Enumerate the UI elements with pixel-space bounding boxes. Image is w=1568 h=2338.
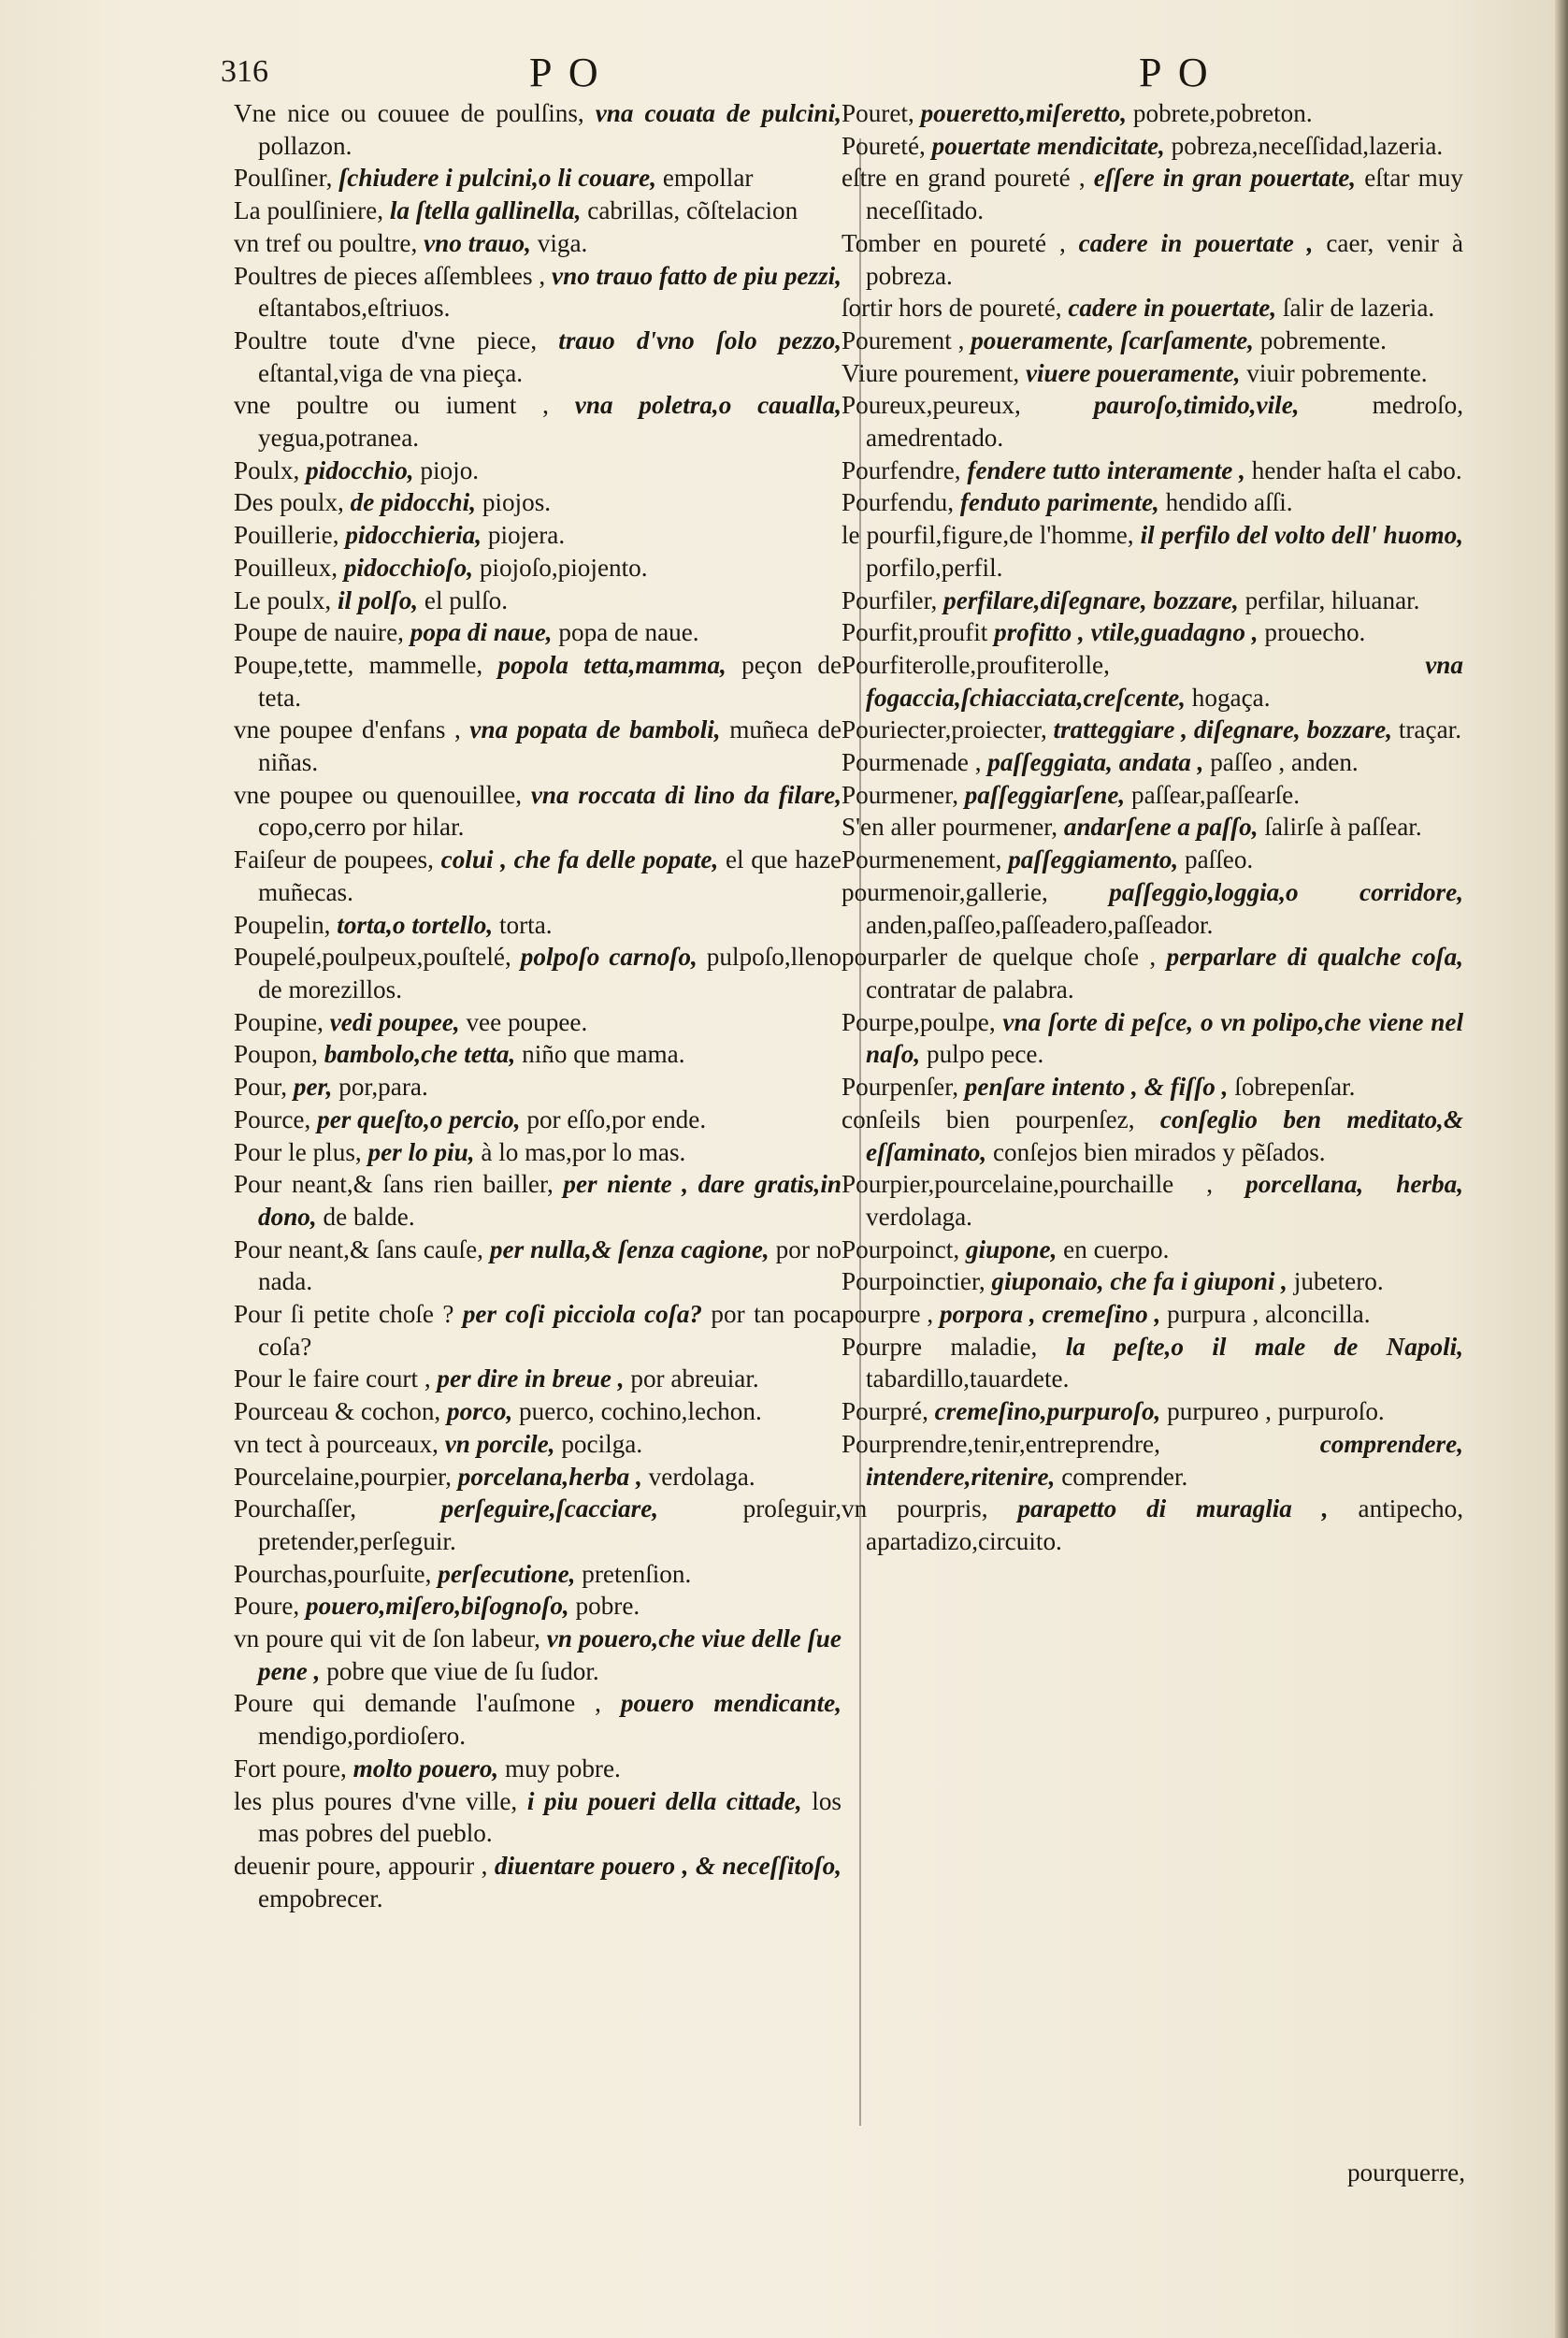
italian-gloss: eſſere in gran pouertate, bbox=[1093, 164, 1357, 193]
italian-gloss: poueramente, ſcarſamente, bbox=[971, 325, 1254, 354]
french-headword: Poultres de pieces aſſemblees , bbox=[234, 261, 546, 290]
italian-gloss: per lo piu, bbox=[367, 1137, 475, 1166]
italian-gloss: paſſeggiata, andata , bbox=[987, 748, 1204, 777]
italian-gloss: vna roccata di lino da filare, bbox=[530, 780, 842, 809]
french-headword: Poultre toute d'vne piece, bbox=[234, 325, 538, 354]
italian-gloss: giuponaio, che fa i giuponi , bbox=[991, 1267, 1287, 1296]
dictionary-entry bbox=[842, 876, 1463, 941]
spanish-gloss: hender haſta el cabo. bbox=[1251, 455, 1462, 484]
spanish-gloss: pocilga. bbox=[561, 1429, 643, 1458]
spanish-gloss: pobre que viue de ſu ſudor. bbox=[326, 1656, 599, 1685]
dictionary-entry bbox=[234, 325, 842, 389]
italian-gloss: pauroſo,timido,vile, bbox=[1093, 391, 1300, 420]
italian-gloss: fendere tutto interamente , bbox=[967, 455, 1245, 484]
french-headword: ſortir hors de poureté, bbox=[842, 294, 1062, 323]
dictionary-entry bbox=[842, 1104, 1463, 1168]
italian-gloss: vedi poupee, bbox=[329, 1007, 460, 1036]
french-headword: Poulſiner, bbox=[234, 164, 333, 193]
left-column bbox=[234, 97, 842, 1914]
french-headword: vn pourpris, bbox=[842, 1494, 988, 1523]
italian-gloss: pidocchioſo, bbox=[343, 553, 474, 582]
spanish-gloss: contratar de palabra. bbox=[866, 974, 1074, 1003]
spanish-gloss: purpura , alconcilla. bbox=[1167, 1300, 1371, 1329]
spanish-gloss: verdolaga. bbox=[866, 1202, 972, 1231]
italian-gloss: conſeglio ben meditato,& eſſaminato, bbox=[866, 1104, 1463, 1166]
dictionary-entry bbox=[842, 1395, 1463, 1428]
french-headword: Pour le faire court , bbox=[234, 1364, 431, 1393]
dictionary-entry bbox=[234, 1071, 842, 1104]
spanish-gloss: comprender. bbox=[1061, 1462, 1188, 1491]
italian-gloss: pouero,miſero,biſognoſo, bbox=[306, 1592, 569, 1621]
dictionary-entry bbox=[234, 195, 842, 227]
dictionary-entry bbox=[842, 616, 1463, 649]
spanish-gloss: hogaça. bbox=[1191, 683, 1271, 712]
page-edge-shadow bbox=[1555, 0, 1568, 2338]
dictionary-entry bbox=[234, 519, 842, 552]
running-head-right: P O bbox=[1139, 50, 1212, 95]
dictionary-entry bbox=[842, 1234, 1463, 1266]
dictionary-entry bbox=[234, 1038, 842, 1071]
french-headword: vn tect à pourceaux, bbox=[234, 1429, 439, 1458]
spanish-gloss: hendido aſſi. bbox=[1165, 488, 1293, 517]
italian-gloss: la ſtella gallinella, bbox=[389, 196, 582, 225]
catchword: pourquerre, bbox=[1346, 2158, 1465, 2186]
italian-gloss: vna ſorte di peſce, o vn polipo,che viene nel naſo, bbox=[866, 1007, 1463, 1069]
dictionary-entry bbox=[234, 455, 842, 487]
dictionary-entry bbox=[842, 1493, 1463, 1557]
dictionary-entry bbox=[234, 1623, 842, 1687]
spanish-gloss: popa de naue. bbox=[558, 618, 699, 647]
dictionary-entry bbox=[234, 1298, 842, 1363]
spanish-gloss: purpureo , purpuroſo. bbox=[1167, 1397, 1385, 1426]
spanish-gloss: paſſear,paſſearſe. bbox=[1130, 780, 1301, 809]
spanish-gloss: eſtantal,viga de vna pieça. bbox=[258, 358, 524, 387]
spanish-gloss: pobremente. bbox=[1259, 325, 1387, 354]
italian-gloss: bambolo,che tetta, bbox=[324, 1040, 516, 1069]
dictionary-entry bbox=[842, 130, 1463, 163]
french-headword: Pourpenſer, bbox=[842, 1073, 958, 1102]
spanish-gloss: viuir pobremente. bbox=[1246, 358, 1428, 387]
french-headword: Des poulx, bbox=[234, 488, 344, 517]
french-headword: Poupe,tette, mammelle, bbox=[234, 650, 483, 679]
spanish-gloss: paſſeo. bbox=[1184, 845, 1254, 874]
spanish-gloss: prouecho. bbox=[1264, 618, 1366, 647]
spanish-gloss: por eſſo,por ende. bbox=[526, 1104, 707, 1133]
italian-gloss: per niente , dare gratis,in dono, bbox=[258, 1170, 842, 1231]
french-headword: eſtre en grand poureté , bbox=[842, 164, 1086, 193]
dictionary-entry bbox=[234, 1363, 842, 1395]
spanish-gloss: muy pobre. bbox=[505, 1754, 621, 1782]
spanish-gloss: paſſeo , anden. bbox=[1210, 748, 1359, 777]
spanish-gloss: por tan poca coſa? bbox=[258, 1300, 842, 1361]
italian-gloss: vna couata de pulcini, bbox=[595, 99, 842, 127]
italian-gloss: vna popata de bamboli, bbox=[469, 715, 721, 744]
french-headword: Pourchas,pourſuite, bbox=[234, 1559, 432, 1588]
french-headword: Pouriecter,proiecter, bbox=[842, 715, 1047, 744]
french-headword: vne poupee d'enfans , bbox=[234, 715, 461, 744]
dictionary-entry bbox=[234, 1850, 842, 1914]
spanish-gloss: el pulſo. bbox=[424, 585, 508, 614]
italian-gloss: trauo d'vno ſolo pezzo, bbox=[558, 325, 842, 354]
french-headword: les plus poures d'vne ville, bbox=[234, 1786, 518, 1815]
spanish-gloss: antipecho, apartadizo,circuito. bbox=[866, 1494, 1464, 1555]
italian-gloss: vno trauo fatto de piu pezzi, bbox=[552, 261, 842, 290]
dictionary-entry bbox=[842, 584, 1463, 617]
dictionary-entry bbox=[234, 1461, 842, 1494]
dictionary-entry bbox=[234, 649, 842, 714]
dictionary-entry bbox=[842, 844, 1463, 876]
french-headword: Poupelé,poulpeux,pouſtelé, bbox=[234, 943, 511, 972]
italian-gloss: per nulla,& ſenza cagione, bbox=[489, 1234, 770, 1263]
italian-gloss: cadere in pouertate, bbox=[1068, 294, 1277, 323]
dictionary-entry bbox=[842, 1168, 1463, 1233]
italian-gloss: pouertate mendicitate, bbox=[931, 131, 1165, 160]
dictionary-entry bbox=[234, 1753, 842, 1785]
dictionary-entry bbox=[234, 486, 842, 519]
french-headword: Vne nice ou couuee de poulſins, bbox=[234, 99, 584, 127]
dictionary-entry bbox=[234, 941, 842, 1005]
french-headword: Poupelin, bbox=[234, 910, 331, 939]
dictionary-entry bbox=[234, 616, 842, 649]
spanish-gloss: empobrecer. bbox=[258, 1883, 383, 1912]
italian-gloss: porco, bbox=[447, 1397, 513, 1426]
dictionary-entry bbox=[842, 779, 1463, 812]
dictionary-entry bbox=[234, 1168, 842, 1233]
french-headword: Pourpre maladie, bbox=[842, 1332, 1038, 1361]
french-headword: Pourpré, bbox=[842, 1397, 928, 1426]
dictionary-entry bbox=[234, 1395, 842, 1428]
italian-gloss: fenduto parimente, bbox=[959, 488, 1159, 517]
italian-gloss: popa di naue, bbox=[410, 618, 553, 647]
italian-gloss: cremeſino,purpuroſo, bbox=[934, 1397, 1161, 1426]
french-headword: La poulſiniere, bbox=[234, 196, 384, 225]
italian-gloss: molto pouero, bbox=[352, 1754, 499, 1782]
italian-gloss: per, bbox=[293, 1073, 333, 1102]
spanish-gloss: pobre. bbox=[575, 1592, 640, 1621]
french-headword: Poupon, bbox=[234, 1040, 318, 1069]
french-headword: Pourpoinct, bbox=[842, 1234, 960, 1263]
italian-gloss: porpora , cremeſino , bbox=[939, 1300, 1161, 1329]
spanish-gloss: los mas pobres del pueblo. bbox=[258, 1786, 842, 1848]
dictionary-entry bbox=[842, 811, 1463, 844]
spanish-gloss: pobrete,pobreton. bbox=[1132, 99, 1313, 127]
italian-gloss: porcellana, herba, bbox=[1245, 1170, 1463, 1199]
french-headword: pourpre , bbox=[842, 1300, 934, 1329]
spanish-gloss: piojoſo,piojento. bbox=[479, 553, 648, 582]
spanish-gloss: proſeguir, pretender,perſeguir. bbox=[258, 1494, 842, 1555]
spanish-gloss: vee poupee. bbox=[466, 1007, 588, 1036]
spanish-gloss: cabrillas, cõſtelacion bbox=[587, 196, 798, 225]
french-headword: Pourmenement, bbox=[842, 845, 1002, 874]
dictionary-entry bbox=[842, 519, 1463, 584]
italian-gloss: per queſto,o percio, bbox=[317, 1104, 521, 1133]
french-headword: Pour ſi petite choſe ? bbox=[234, 1300, 454, 1329]
spanish-gloss: jubetero. bbox=[1293, 1267, 1384, 1296]
dictionary-entry bbox=[234, 389, 842, 454]
italian-gloss: torta,o tortello, bbox=[337, 910, 494, 939]
spanish-gloss: por abreuiar. bbox=[630, 1364, 759, 1393]
italian-gloss: perſeguire,ſcacciare, bbox=[440, 1494, 659, 1523]
italian-gloss: parapetto di muraglia , bbox=[1017, 1494, 1329, 1523]
dictionary-entry bbox=[234, 844, 842, 908]
dictionary-entry bbox=[234, 1493, 842, 1557]
italian-gloss: paſſeggiarſene, bbox=[964, 780, 1126, 809]
italian-gloss: paſſeggiamento, bbox=[1008, 845, 1179, 874]
page-header bbox=[0, 49, 1568, 105]
french-headword: Pourfiterolle,proufiterolle, bbox=[842, 650, 1110, 679]
french-headword: Pourcelaine,pourpier, bbox=[234, 1462, 452, 1491]
dictionary-entry bbox=[842, 649, 1463, 714]
dictionary-entry bbox=[842, 1298, 1463, 1331]
italian-gloss: perfilare,diſegnare, bozzare, bbox=[943, 585, 1239, 614]
spanish-gloss: à lo mas,por lo mas. bbox=[481, 1137, 686, 1166]
french-headword: vn poure qui vit de ſon labeur, bbox=[234, 1624, 540, 1653]
spanish-gloss: ſobrepenſar. bbox=[1234, 1073, 1356, 1102]
italian-gloss: viuere poueramente, bbox=[1025, 358, 1241, 387]
spanish-gloss: por no nada. bbox=[258, 1234, 842, 1296]
italian-gloss: profitto , vtile,guadagno , bbox=[994, 618, 1259, 647]
spanish-gloss: de balde. bbox=[323, 1202, 415, 1231]
page-number: 316 bbox=[221, 54, 268, 89]
dictionary-entry bbox=[842, 714, 1463, 746]
french-headword: vne poupee ou quenouillee, bbox=[234, 780, 522, 809]
spanish-gloss: en cuerpo. bbox=[1063, 1234, 1170, 1263]
french-headword: Pourfendu, bbox=[842, 488, 955, 517]
italian-gloss: vna poletra,o caualla, bbox=[574, 391, 842, 420]
spanish-gloss: ſalir de lazeria. bbox=[1282, 294, 1435, 323]
italian-gloss: ſchiudere i pulcini,o li couare, bbox=[338, 164, 657, 193]
french-headword: Poupine, bbox=[234, 1007, 324, 1036]
spanish-gloss: piojera. bbox=[487, 521, 566, 550]
french-headword: Poure, bbox=[234, 1592, 300, 1621]
dictionary-entry bbox=[234, 1136, 842, 1169]
spanish-gloss: muñeca de niñas. bbox=[258, 715, 842, 777]
spanish-gloss: traçar. bbox=[1398, 715, 1461, 744]
dictionary-entry bbox=[842, 1265, 1463, 1298]
dictionary-entry bbox=[234, 162, 842, 195]
dictionary-entry bbox=[234, 1558, 842, 1591]
dictionary-entry bbox=[234, 779, 842, 844]
french-headword: Tomber en poureté , bbox=[842, 228, 1066, 257]
italian-gloss: penſare intento , & fiſſo , bbox=[964, 1073, 1229, 1102]
running-head-left: P O bbox=[529, 50, 602, 95]
spanish-gloss: empollar bbox=[662, 164, 754, 193]
spanish-gloss: perfilar, hiluanar. bbox=[1244, 585, 1420, 614]
dictionary-entry bbox=[842, 325, 1463, 357]
spanish-gloss: puerco, cochino,lechon. bbox=[519, 1397, 762, 1426]
spanish-gloss: yegua,potranea. bbox=[258, 424, 420, 453]
dictionary-entry bbox=[842, 455, 1463, 487]
dictionary-entry bbox=[842, 1006, 1463, 1071]
dictionary-entry bbox=[234, 552, 842, 584]
italian-gloss: poueretto,miſeretto, bbox=[920, 99, 1128, 127]
spanish-gloss: pollazon. bbox=[258, 131, 352, 160]
spanish-gloss: viga. bbox=[537, 228, 588, 257]
french-headword: Pour le plus, bbox=[234, 1137, 362, 1166]
dictionary-entry bbox=[842, 1331, 1463, 1395]
french-headword: vne poultre ou iument , bbox=[234, 391, 549, 420]
french-headword: Poureté, bbox=[842, 131, 926, 160]
italian-gloss: i piu poueri della cittade, bbox=[526, 1786, 802, 1815]
french-headword: Pour neant,& ſans cauſe, bbox=[234, 1234, 483, 1263]
dictionary-entry bbox=[234, 1687, 842, 1752]
dictionary-entry bbox=[842, 292, 1463, 325]
dictionary-entry bbox=[234, 909, 842, 942]
right-column bbox=[842, 97, 1463, 1558]
dictionary-entry bbox=[842, 97, 1463, 130]
french-headword: Fort poure, bbox=[234, 1754, 347, 1782]
italian-gloss: andarſene a paſſo, bbox=[1063, 813, 1259, 842]
french-headword: pourmenoir,gallerie, bbox=[842, 877, 1048, 906]
dictionary-entry bbox=[234, 1590, 842, 1623]
dictionary-entry bbox=[234, 1006, 842, 1039]
dictionary-entry bbox=[234, 1104, 842, 1136]
dictionary-entry bbox=[234, 584, 842, 617]
spanish-gloss: torta. bbox=[498, 910, 553, 939]
italian-gloss: de pidocchi, bbox=[350, 488, 477, 517]
italian-gloss: pidocchio, bbox=[306, 455, 414, 484]
spanish-gloss: caer, venir à pobreza. bbox=[866, 228, 1464, 290]
spanish-gloss: niño que mama. bbox=[522, 1040, 685, 1069]
dictionary-entry bbox=[842, 746, 1463, 779]
french-headword: Pourprendre,tenir,entreprendre, bbox=[842, 1429, 1160, 1458]
spanish-gloss: anden,paſſeo,paſſeadero,paſſeador. bbox=[866, 910, 1214, 939]
dictionary-entry bbox=[842, 1071, 1463, 1104]
italian-gloss: il perfilo del volto dell' huomo, bbox=[1140, 521, 1464, 550]
french-headword: le pourfil,figure,de l'homme, bbox=[842, 521, 1134, 550]
french-headword: Poure qui demande l'auſmone , bbox=[234, 1689, 601, 1718]
spanish-gloss: pobreza,neceſſidad,lazeria. bbox=[1171, 131, 1444, 160]
italian-gloss: vna fogaccia,ſchiacciata,creſcente, bbox=[866, 650, 1463, 712]
italian-gloss: colui , che fa delle popate, bbox=[440, 845, 719, 874]
spanish-gloss: tabardillo,tauardete. bbox=[866, 1364, 1070, 1393]
dictionary-entry bbox=[234, 227, 842, 260]
french-headword: Pouilleux, bbox=[234, 553, 338, 582]
french-headword: Poulx, bbox=[234, 455, 300, 484]
italian-gloss: paſſeggio,loggia,o corridore, bbox=[1109, 877, 1464, 906]
dictionary-entry bbox=[234, 1234, 842, 1298]
dictionary-entry bbox=[842, 162, 1463, 226]
italian-gloss: comprendere, intendere,ritenire, bbox=[866, 1429, 1463, 1491]
dictionary-entry bbox=[234, 714, 842, 778]
french-headword: Pourfiler, bbox=[842, 585, 938, 614]
italian-gloss: per dire in breue , bbox=[437, 1364, 625, 1393]
italian-gloss: porcelana,herba , bbox=[457, 1462, 642, 1491]
dictionary-entry bbox=[842, 1428, 1463, 1493]
french-headword: Viure pourement, bbox=[842, 358, 1020, 387]
french-headword: Pourpier,pourcelaine,pourchaille , bbox=[842, 1170, 1214, 1199]
italian-gloss: pouero mendicante, bbox=[620, 1689, 842, 1718]
spanish-gloss: pretenſion. bbox=[582, 1559, 692, 1588]
spanish-gloss: copo,cerro por hilar. bbox=[258, 813, 465, 842]
spanish-gloss: piojo. bbox=[420, 455, 480, 484]
italian-gloss: perſecutione, bbox=[438, 1559, 576, 1588]
french-headword: Pour neant,& ſans rien bailler, bbox=[234, 1170, 554, 1199]
french-headword: Pourchaſſer, bbox=[234, 1494, 357, 1523]
french-headword: vn tref ou poultre, bbox=[234, 228, 418, 257]
spanish-gloss: mendigo,pordioſero. bbox=[258, 1722, 466, 1751]
spanish-gloss: ſalirſe à paſſear. bbox=[1264, 813, 1422, 842]
dictionary-entry bbox=[234, 1785, 842, 1850]
french-headword: Pourmener, bbox=[842, 780, 958, 809]
italian-gloss: per coſi picciola coſa? bbox=[462, 1300, 703, 1329]
spanish-gloss: el que haze muñecas. bbox=[258, 845, 842, 906]
spanish-gloss: peçon de teta. bbox=[258, 650, 842, 712]
spanish-gloss: por,para. bbox=[338, 1073, 428, 1102]
italian-gloss: polpoſo carnoſo, bbox=[520, 943, 698, 972]
italian-gloss: diuentare pouero , & neceſſitoſo, bbox=[494, 1851, 842, 1880]
italian-gloss: vn porcile, bbox=[444, 1429, 555, 1458]
italian-gloss: pidocchieria, bbox=[345, 521, 482, 550]
italian-gloss: la peſte,o il male de Napoli, bbox=[1065, 1332, 1463, 1361]
french-headword: Pourceau & cochon, bbox=[234, 1397, 441, 1426]
italian-gloss: perparlare di qualche coſa, bbox=[1166, 943, 1463, 972]
dictionary-entry bbox=[234, 1428, 842, 1461]
dictionary-entry bbox=[842, 941, 1463, 1005]
spanish-gloss: pulpo pece. bbox=[926, 1040, 1044, 1069]
spanish-gloss: piojos. bbox=[482, 488, 552, 517]
french-headword: pourparler de quelque choſe , bbox=[842, 943, 1157, 972]
french-headword: Poureux,peureux, bbox=[842, 391, 1021, 420]
french-headword: Pouillerie, bbox=[234, 521, 339, 550]
dictionary-entry bbox=[842, 357, 1463, 390]
french-headword: Poupe de nauire, bbox=[234, 618, 404, 647]
french-headword: Pourpoinctier, bbox=[842, 1267, 985, 1296]
dictionary-entry bbox=[842, 227, 1463, 292]
spanish-gloss: eſtar muy neceſſitado. bbox=[866, 164, 1463, 225]
french-headword: Faiſeur de poupees, bbox=[234, 845, 434, 874]
italian-gloss: il polſo, bbox=[338, 585, 419, 614]
french-headword: Le poulx, bbox=[234, 585, 332, 614]
spanish-gloss: conſejos bien mirados y pẽſados. bbox=[992, 1137, 1326, 1166]
spanish-gloss: porfilo,perfil. bbox=[866, 553, 1003, 582]
french-headword: deuenir poure, appourir , bbox=[234, 1851, 488, 1880]
spanish-gloss: medroſo, amedrentado. bbox=[866, 391, 1464, 453]
spanish-gloss: eſtantabos,eſtriuos. bbox=[258, 294, 451, 323]
dictionary-entry bbox=[842, 389, 1463, 454]
italian-gloss: vno trauo, bbox=[424, 228, 531, 257]
italian-gloss: popola tetta,mamma, bbox=[497, 650, 726, 679]
italian-gloss: tratteggiare , diſegnare, bozzare, bbox=[1053, 715, 1393, 744]
french-headword: Pource, bbox=[234, 1104, 311, 1133]
french-headword: conſeils bien pourpenſez, bbox=[842, 1104, 1135, 1133]
french-headword: S'en aller pourmener, bbox=[842, 813, 1058, 842]
french-headword: Pourpe,poulpe, bbox=[842, 1007, 996, 1036]
french-headword: Pourfit,proufit bbox=[842, 618, 988, 647]
french-headword: Pour, bbox=[234, 1073, 288, 1102]
spanish-gloss: pulpoſo,lleno de morezillos. bbox=[258, 943, 842, 1003]
italian-gloss: vn pouero,che viue delle ſue pene , bbox=[258, 1624, 842, 1685]
french-headword: Pourmenade , bbox=[842, 748, 982, 777]
french-headword: Pourfendre, bbox=[842, 455, 961, 484]
dictionary-entry bbox=[842, 486, 1463, 519]
dictionary-entry bbox=[234, 260, 842, 325]
french-headword: Pouret, bbox=[842, 99, 914, 127]
italian-gloss: cadere in pouertate , bbox=[1078, 228, 1314, 257]
french-headword: Pourement , bbox=[842, 325, 965, 354]
dictionary-entry bbox=[234, 97, 842, 162]
italian-gloss: giupone, bbox=[965, 1234, 1057, 1263]
spanish-gloss: verdolaga. bbox=[648, 1462, 755, 1491]
